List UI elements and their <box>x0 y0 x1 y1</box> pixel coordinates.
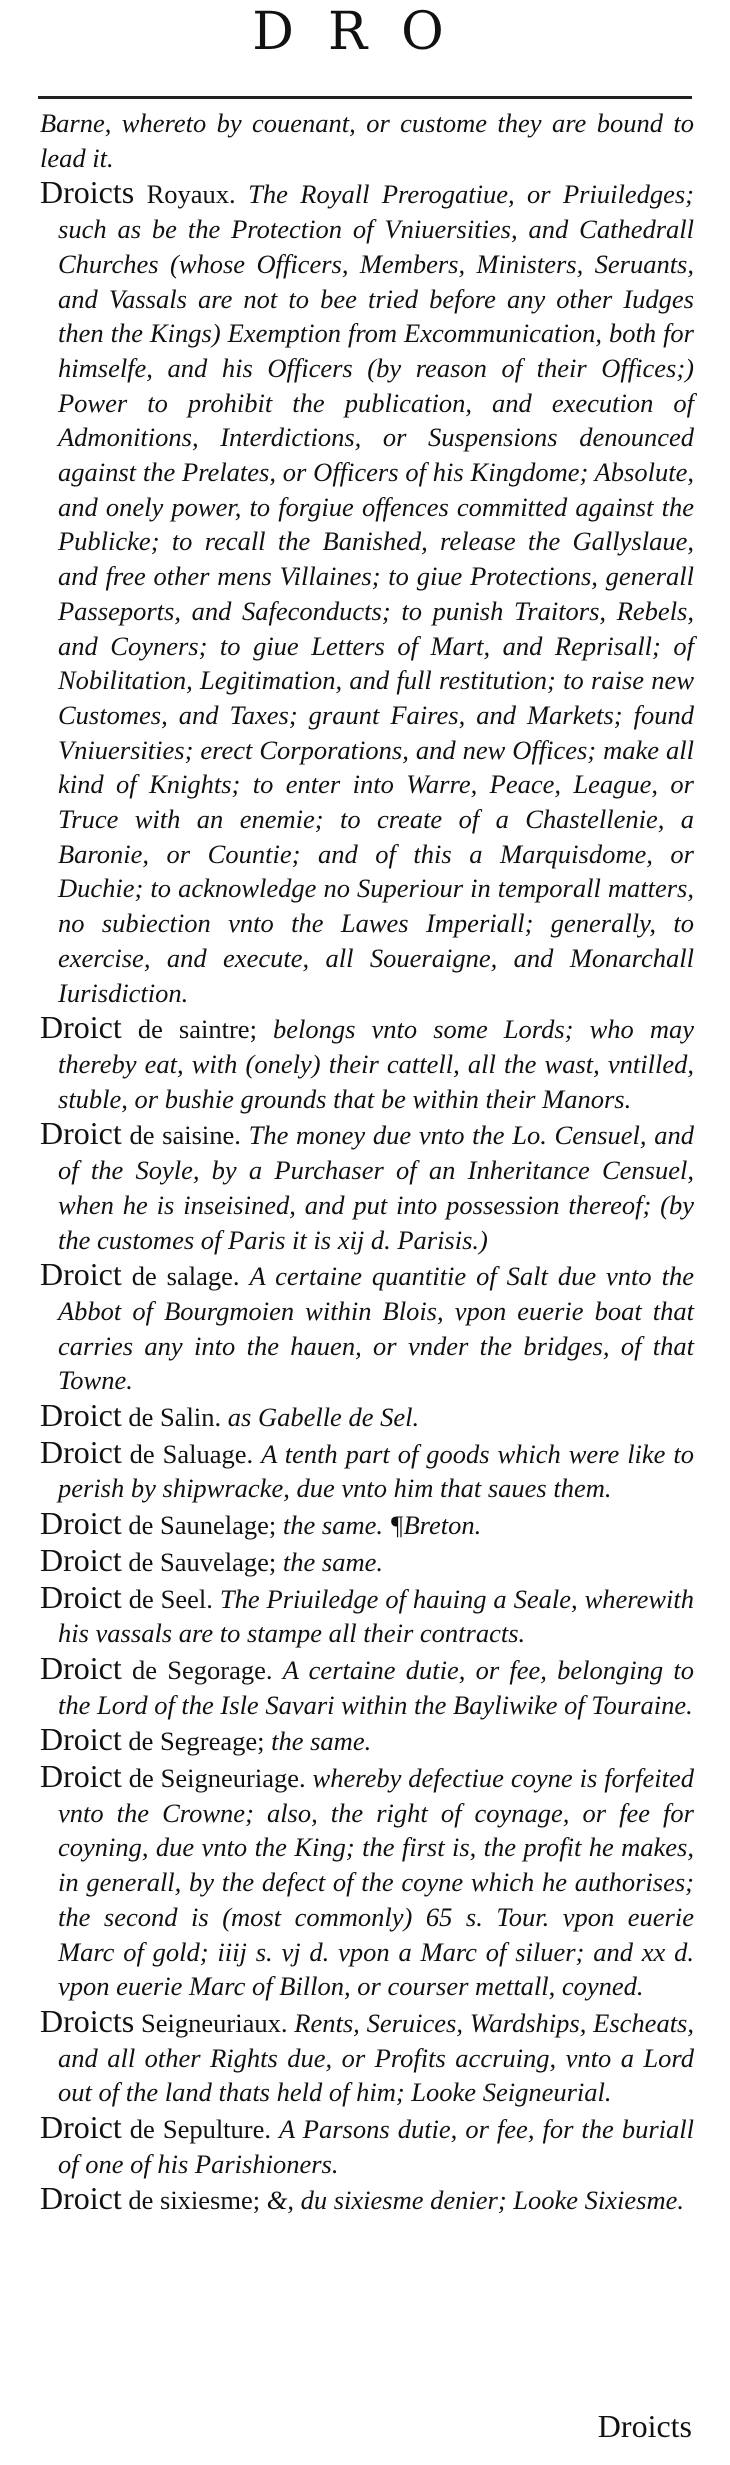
header-rule <box>38 96 692 99</box>
catchword: Droicts <box>597 2408 692 2444</box>
dictionary-entry <box>40 1580 694 1651</box>
dictionary-entry <box>40 1506 694 1543</box>
entry-headword-rest: de saintre; <box>121 1014 274 1045</box>
entry-headword: Droict <box>40 1009 122 1046</box>
dictionary-entry <box>40 1010 694 1116</box>
entry-definition: A tenth part of goods which were like to perish by shipwracke, due vnto him that saues them. <box>58 1438 694 1504</box>
entry-definition: the same. ¶Breton. <box>282 1510 482 1541</box>
entry-definition: The Royall Prerogatiue, or Priuiledges; such as be the Protection of Vniuersities, and Cathedrall Churches (whose Officers, Members, Ministers, Seruants, and Vassals are not to bee tried before any other Iudges then the Kings) Exemption from Excommunication, both for himselfe, and his Officers (by reason of their Offices;) Power to prohibit the publication, and execution of Admonitions, Interdictions, or Suspensions denounced against the Prelates, or Officers of his Kingdome; Absolute, and onely power, to forgiue offences committed against the Publicke; to recall the Banished, release the Gallyslaue, and free other mens Villaines; to giue Protections, generall Passeports, and Safeconducts; to punish Traitors, Rebels, and Coyners; to giue Letters of Mart, and Reprisall; of Nobilitation, Legitimation, and full restitution; to raise new Customes, and Taxes; graunt Faires, and Markets; found Vniuersities; erect Corporations, and new Offices; make all kind of Knights; to enter into Warre, Peace, League, or Truce with an enemie; to create of a Chastellenie, a Baronie, or Countie; and of this a Marquisdome, or Duchie; to acknowledge no Superiour in temporall matters, no subiection vnto the Lawes Imperiall; generally, to exercise, and execute, all Soueraigne, and Monarchall Iurisdiction. <box>58 179 694 1008</box>
dictionary-entry <box>40 1435 694 1506</box>
entry-headword: Droict <box>40 1758 122 1795</box>
dictionary-entry <box>40 1116 694 1257</box>
entry-definition: Barne, whereto by couenant, or custome they are bound to lead it. <box>40 108 694 173</box>
dictionary-entry <box>40 1257 694 1398</box>
dictionary-entry <box>40 2181 694 2218</box>
entry-definition: the same. <box>282 1546 383 1577</box>
entry-definition: &, du sixiesme denier; Looke Sixiesme. <box>266 2185 685 2216</box>
entry-headword: Droict <box>40 2109 122 2146</box>
entry-headword: Droict <box>40 2180 122 2217</box>
entry-definition: the same. <box>271 1726 372 1757</box>
dictionary-entry <box>40 1398 694 1435</box>
dictionary-entry <box>40 175 694 1010</box>
entries-column <box>40 106 694 2218</box>
entry-headword: Droicts <box>40 2002 135 2039</box>
entry-definition: belongs vnto some Lords; who may thereby eat, with (onely) their cattell, all the wast, vntilled, stuble, or bushie grounds that be within their Manors. <box>58 1014 694 1114</box>
dictionary-entry <box>40 106 694 175</box>
entry-definition: as Gabelle de Sel. <box>227 1402 420 1433</box>
entry-headword: Droict <box>40 1433 122 1470</box>
entry-headword: Droict <box>40 1505 122 1542</box>
dictionary-entry <box>40 1651 694 1722</box>
entry-headword-rest: de Salin. <box>121 1402 228 1433</box>
entry-headword-rest: de Segreage; <box>121 1726 272 1757</box>
dictionary-entry <box>40 1722 694 1759</box>
entry-headword-rest: de Segorage. <box>121 1654 283 1685</box>
entry-headword-rest: de Saluage. <box>121 1438 262 1469</box>
entry-headword: Droict <box>40 1256 122 1293</box>
entry-headword-rest: de Seigneuriage. <box>121 1763 313 1794</box>
dictionary-entry <box>40 1543 694 1580</box>
entry-headword: Droict <box>40 1721 122 1758</box>
entry-headword: Droict <box>40 1541 122 1578</box>
entry-headword-rest: Royaux. <box>134 179 249 210</box>
entry-headword-rest: de sixiesme; <box>121 2185 267 2216</box>
entry-definition: The money due vnto the Lo. Censuel, and of the Soyle, by a Purchaser of an Inheritance Censuel, when he is inseisined, and put into possession thereof; (by the customes of Paris it is xij d. Parisis.) <box>58 1120 694 1255</box>
entry-definition: A certaine dutie, or fee, belonging to the Lord of the Isle Savari within the Bayliwike of Touraine. <box>58 1654 694 1720</box>
dictionary-entry <box>40 1759 694 2004</box>
entry-headword: Droict <box>40 1649 122 1686</box>
dictionary-entry <box>40 2110 694 2181</box>
entry-headword: Droict <box>40 1397 122 1434</box>
entry-headword-rest: de salage. <box>121 1261 250 1292</box>
entry-headword: Droict <box>40 1578 122 1615</box>
entry-definition: The Priuiledge of hauing a Seale, wherewith his vassals are to stampe all their contracts. <box>58 1583 695 1649</box>
entry-headword: Droict <box>40 1115 122 1152</box>
running-head: DRO <box>252 2 478 62</box>
entry-headword-rest: de Sauvelage; <box>121 1546 283 1577</box>
entry-definition: whereby defectiue coyne is forfeited vnto the Crowne; also, the right of coynage, or fee for coyning, due vnto the King; the first is, the profit he makes, in generall, by the defect of the coyne which he authorises; the second is (most commonly) 65 s. Tour. vpon euerie Marc of gold; iiij s. vj d. vpon a Marc of siluer; and xx d. vpon euerie Marc of Billon, or courser mettall, coyned. <box>58 1763 694 2002</box>
entry-headword-rest: de Sepulture. <box>121 2114 280 2145</box>
entry-headword-rest: Seigneuriaux. <box>134 2007 295 2038</box>
entry-headword-rest: de saisine. <box>121 1120 249 1151</box>
dictionary-entry <box>40 2004 694 2110</box>
entry-definition: A Parsons dutie, or fee, for the buriall of one of his Parishioners. <box>58 2114 694 2179</box>
entry-definition: A certaine quantitie of Salt due vnto the Abbot of Bourgmoien within Blois, vpon euerie boat that carries any into the hauen, or vnder the bridges, of that Towne. <box>58 1261 694 1396</box>
entry-definition: Rents, Seruices, Wardships, Escheats, and all other Rights due, or Profits accruing, vnto a Lord out of the land thats held of him; Looke Seigneurial. <box>58 2007 694 2108</box>
entry-headword: Droicts <box>40 174 135 211</box>
entry-headword-rest: de Seel. <box>121 1583 220 1614</box>
entry-headword-rest: de Saunelage; <box>121 1510 283 1541</box>
